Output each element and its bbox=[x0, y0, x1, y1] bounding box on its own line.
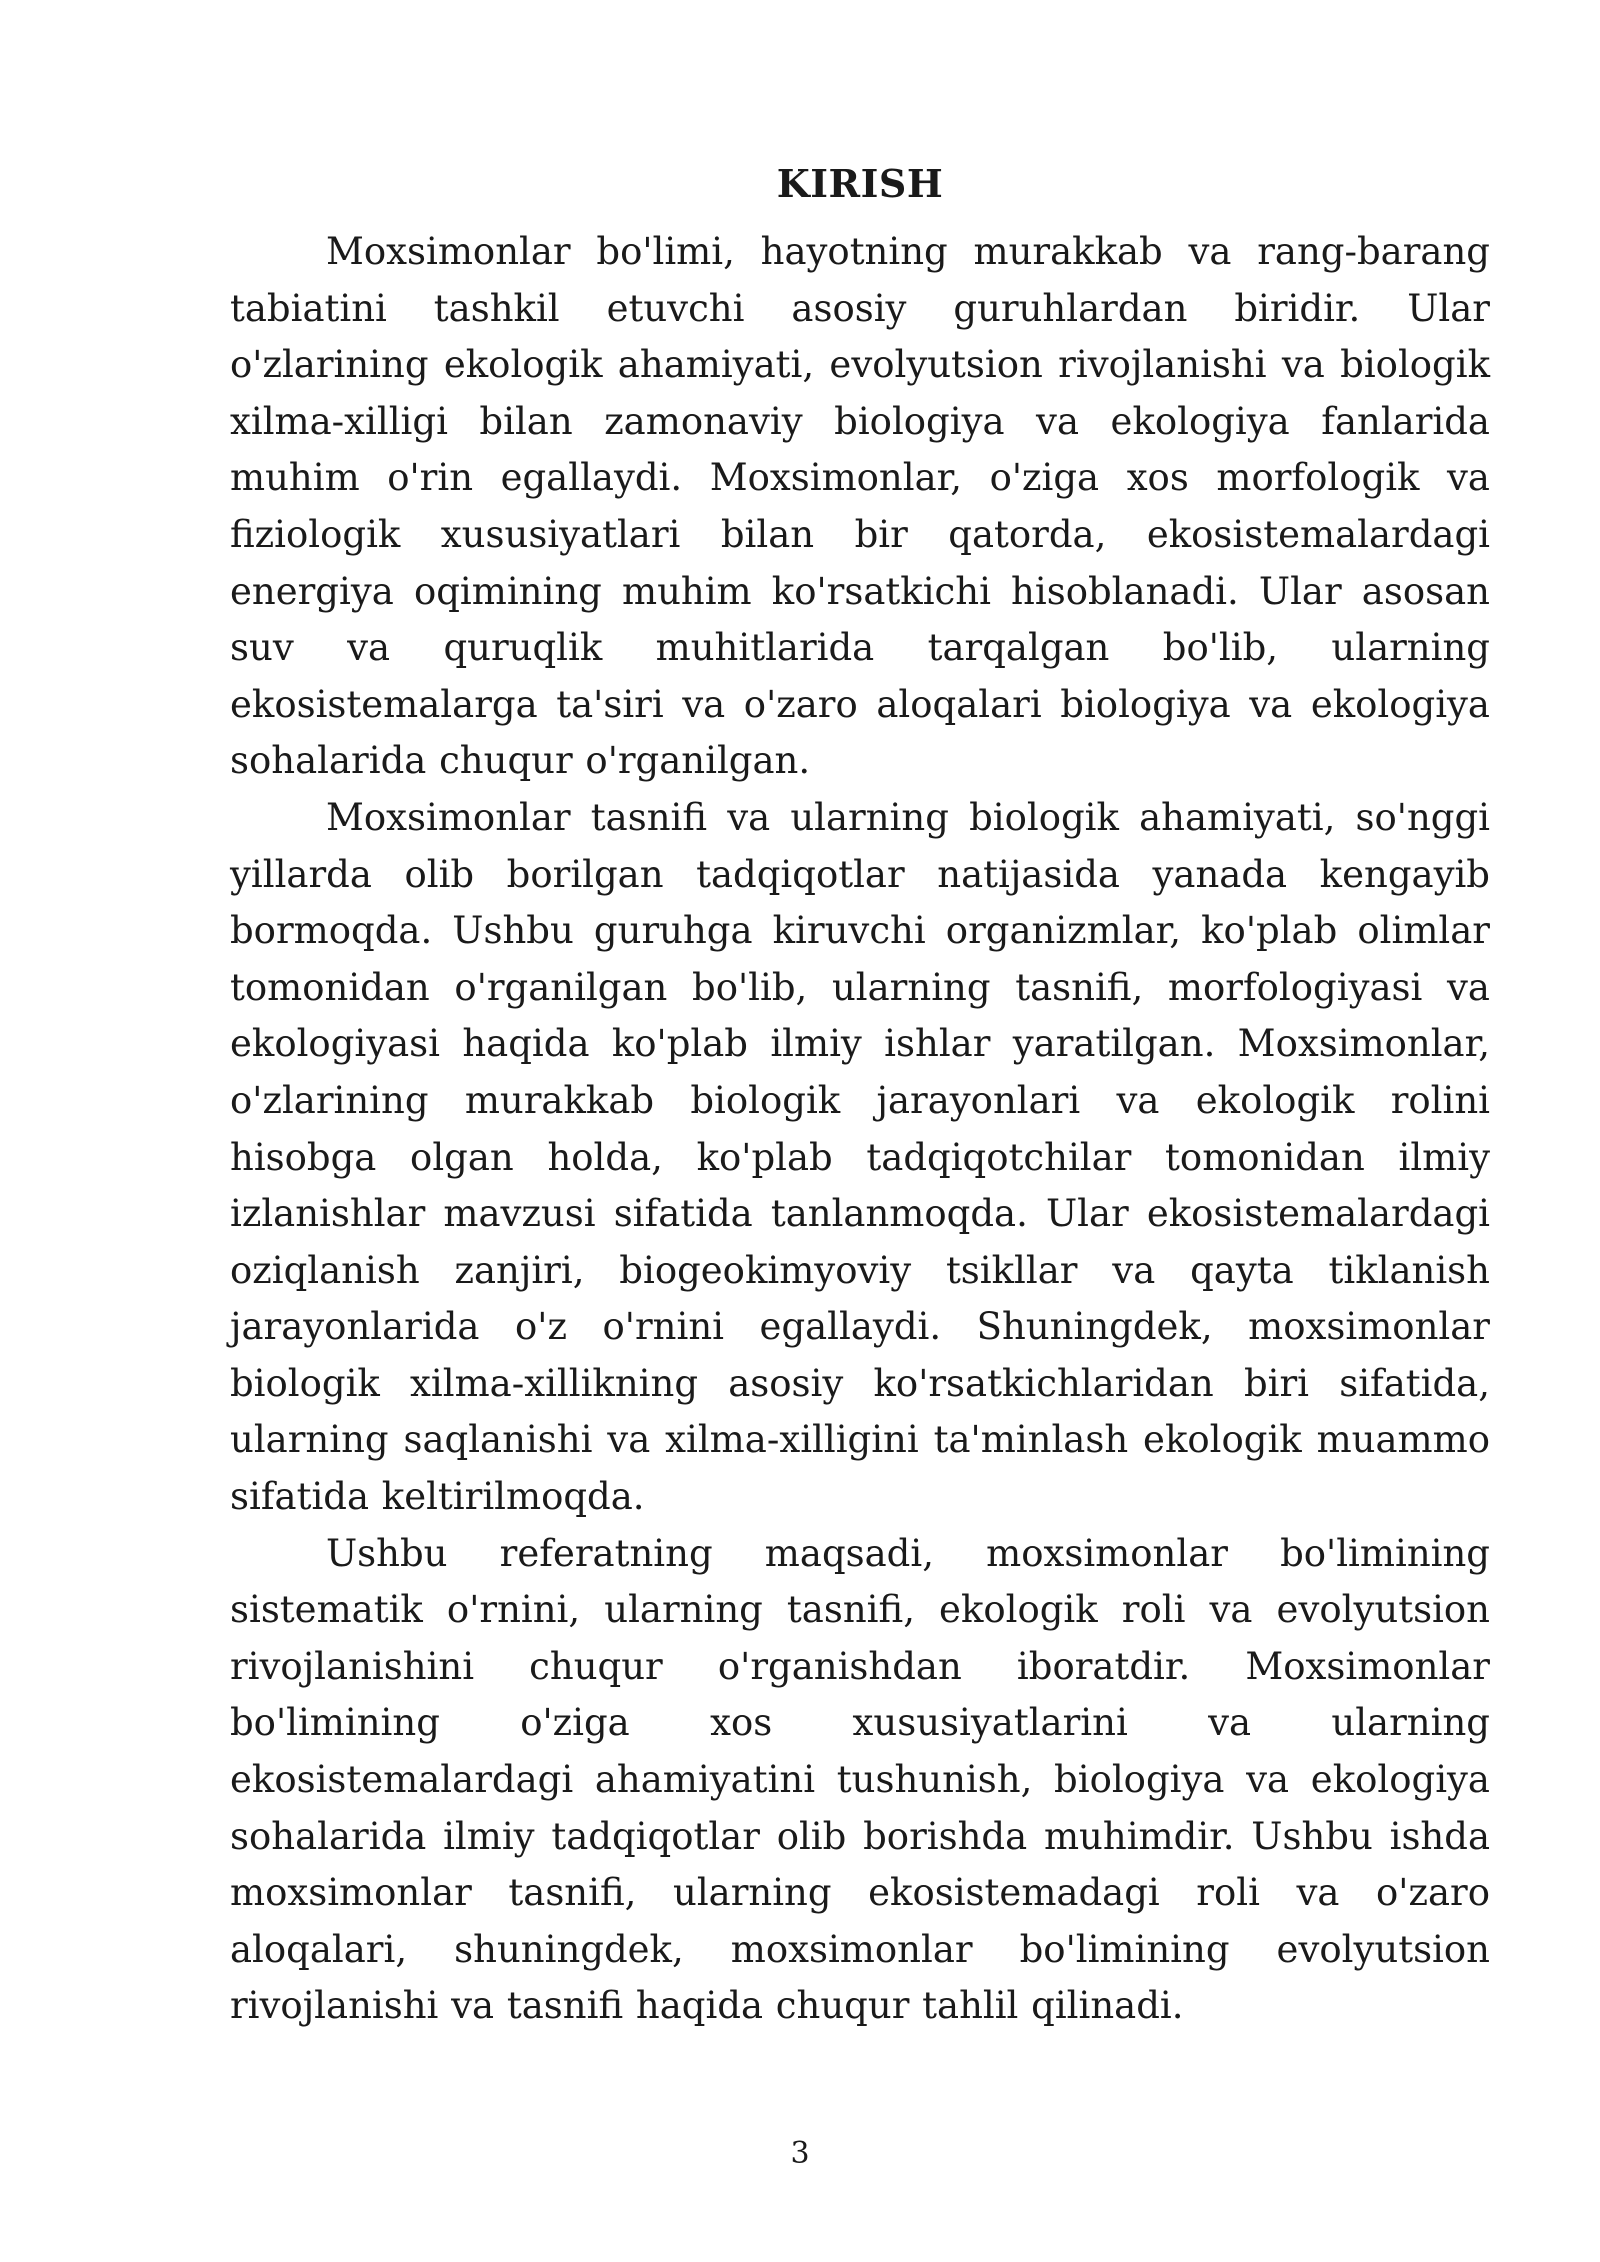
paragraph-1: Moxsimonlar bo'limi, hayotning murakkab va rang-barang tabiatini tashkil etuvchi asosiy guruhlardan biridir. Ular o'zlarining ekologik ahamiyati, evolyutsion rivojlanishi va biologik xilma-xilligi bilan zamonaviy biologiya va ekologiya fanlarida muhim o'rin egallaydi. Moxsimonlar, o'ziga xos morfologik va fiziologik xususiyatlari bilan bir qatorda, ekosistemalardagi energiya oqimining muhim ko'rsatkichi hisoblanadi. Ular asosan suv va quruqlik muhitlarida tarqalgan bo'lib, ularning ekosistemalarga ta'siri va o'zaro aloqalari biologiya va ekologiya sohalarida chuqur o'rganilgan. bbox=[230, 230, 1490, 783]
page-number: 3 bbox=[790, 2136, 810, 2171]
page-content bbox=[230, 158, 1490, 2035]
paragraph-2: Moxsimonlar tasnifi va ularning biologik ahamiyati, so'nggi yillarda olib borilgan tadqiqotlar natijasida yanada kengayib bormoqda. Ushbu guruhga kiruvchi organizmlar, ko'plab olimlar tomonidan o'rganilgan bo'lib, ularning tasnifi, morfologiyasi va ekologiyasi haqida ko'plab ilmiy ishlar yaratilgan. Moxsimonlar, o'zlarining murakkab biologik jarayonlari va ekologik rolini hisobga olgan holda, ko'plab tadqiqotchilar tomonidan ilmiy izlanishlar mavzusi sifatida tanlanmoqda. Ular ekosistemalardagi oziqlanish zanjiri, biogeokimyoviy tsikllar va qayta tiklanish jarayonlarida o'z o'rnini egallaydi. Shuningdek, moxsimonlar biologik xilma-xillikning asosiy ko'rsatkichlaridan biri sifatida, ularning saqlanishi va xilma-xilligini ta'minlash ekologik muammo sifatida keltirilmoqda. bbox=[230, 795, 1490, 1519]
section-heading: KIRISH bbox=[776, 161, 944, 206]
paragraph-3: Ushbu referatning maqsadi, moxsimonlar bo'limining sistematik o'rnini, ularning tasnifi, ekologik roli va evolyutsion rivojlanishini chuqur o'rganishdan iboratdir. Moxsimonlar bo'limining o'ziga xos xususiyatlarini va ularning ekosistemalardagi ahamiyatini tushunish, biologiya va ekologiya sohalarida ilmiy tadqiqotlar olib borishda muhimdir. Ushbu ishda moxsimonlar tasnifi, ularning ekosistemadagi roli va o'zaro aloqalari, shuningdek, moxsimonlar bo'limining evolyutsion rivojlanishi va tasnifi haqida chuqur tahlil qilinadi. bbox=[230, 1531, 1490, 2028]
